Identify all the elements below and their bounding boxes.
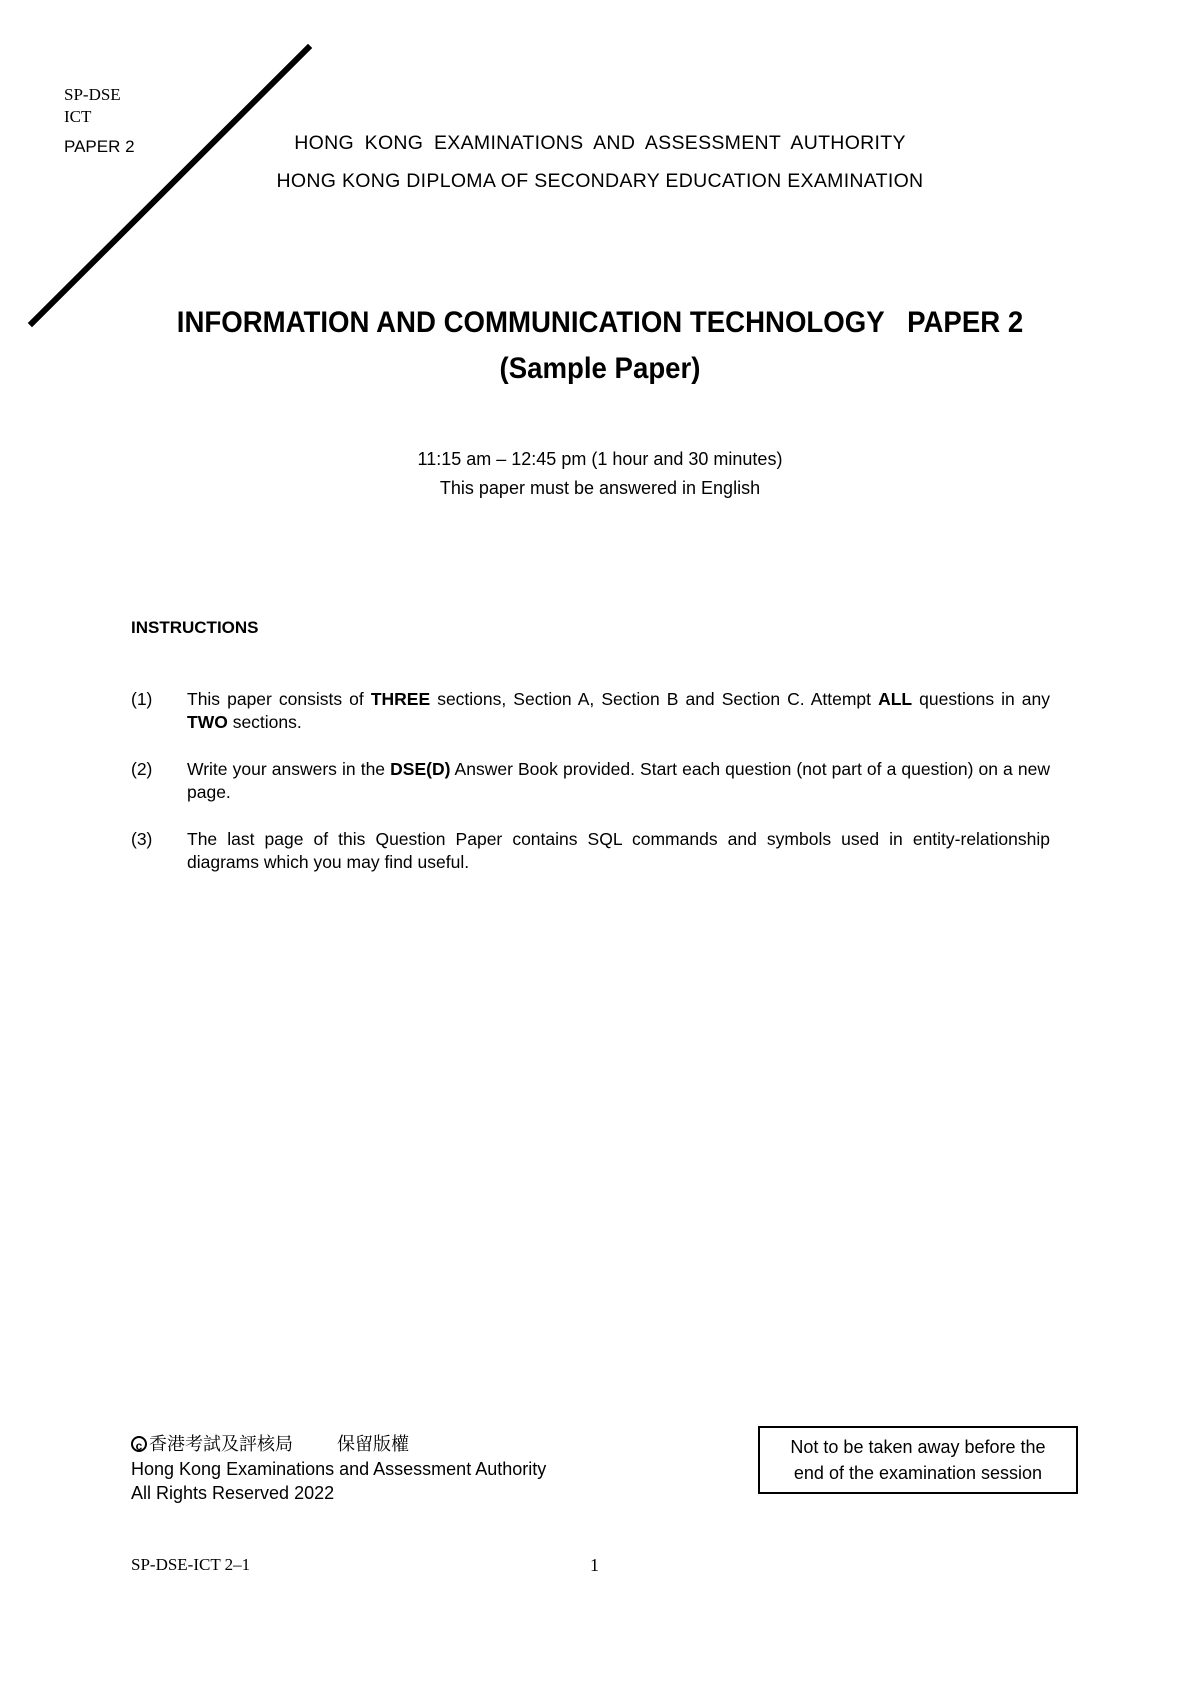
instruction-number: (1) xyxy=(131,689,153,709)
copyright-block xyxy=(131,1432,546,1505)
paper-code-line3: PAPER 2 xyxy=(64,137,135,156)
copyright-icon: c xyxy=(131,1436,147,1452)
notice-line2: end of the examination session xyxy=(793,1463,1043,1483)
notice-line1: Not to be taken away before the xyxy=(790,1437,1046,1457)
copyright-chinese-reserved: 保留版權 xyxy=(337,1434,409,1454)
paper-code-line2: ICT xyxy=(64,107,92,126)
instruction-item xyxy=(131,758,1050,804)
exam-time: 11:15 am – 12:45 pm (1 hour and 30 minutes) xyxy=(417,449,783,469)
paper-title xyxy=(48,306,1152,340)
authority-name: HONG KONG EXAMINATIONS AND ASSESSMENT AUTHORITY xyxy=(294,132,906,154)
instruction-text: This paper consists of THREE sections, Section A, Section B and Section C. Attempt ALL questions in any TWO sections. xyxy=(187,689,1051,732)
instruction-text: The last page of this Question Paper contains SQL commands and symbols used in entity-relationship diagrams which you may find useful. xyxy=(187,829,1050,872)
instruction-number: (3) xyxy=(131,829,153,849)
instruction-text: Write your answers in the DSE(D) Answer Book provided. Start each question (not part of a question) on a new page. xyxy=(187,759,1050,802)
instructions-heading: INSTRUCTIONS xyxy=(131,618,259,637)
language-note: This paper must be answered in English xyxy=(439,478,761,498)
copyright-chinese-name: 香港考試及評核局 xyxy=(149,1434,293,1454)
paper-code-line1: SP-DSE xyxy=(64,85,121,104)
paper-subtitle: (Sample Paper) xyxy=(499,352,701,385)
copyright-english-name: Hong Kong Examinations and Assessment Authority xyxy=(131,1459,547,1479)
copyright-rights: All Rights Reserved 2022 xyxy=(131,1483,335,1503)
footer-paper-code: SP-DSE-ICT 2–1 xyxy=(131,1555,251,1574)
paper-title-text: INFORMATION AND COMMUNICATION TECHNOLOGY PAPER 2 xyxy=(176,306,1024,339)
page-number: 1 xyxy=(590,1555,599,1575)
instruction-item xyxy=(131,828,1050,874)
instruction-number: (2) xyxy=(131,759,153,779)
notice-box xyxy=(758,1426,1078,1494)
exam-name: HONG KONG DIPLOMA OF SECONDARY EDUCATION EXAMINATION xyxy=(276,170,924,192)
instruction-item xyxy=(131,688,1050,734)
